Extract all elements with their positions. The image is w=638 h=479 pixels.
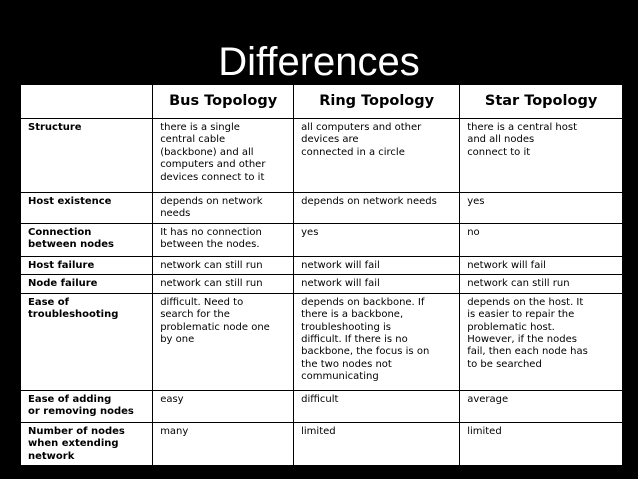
slide-title: Differences: [218, 40, 420, 84]
row-label: Ease of adding or removing nodes: [21, 390, 153, 422]
ring-cell: depends on network needs: [294, 193, 460, 224]
bus-cell: there is a single central cable (backbone) and all computers and other devices connect to it: [153, 119, 294, 193]
star-cell: yes: [460, 193, 623, 224]
ring-cell: all computers and other devices are connected in a circle: [294, 119, 460, 193]
bus-cell: depends on network needs: [153, 193, 294, 224]
table-row: [21, 193, 623, 224]
table-row: [21, 224, 623, 257]
ring-cell: difficult: [294, 390, 460, 422]
star-cell: limited: [460, 422, 623, 465]
table-row: [21, 119, 623, 193]
bus-cell: many: [153, 422, 294, 465]
row-label: Connection between nodes: [21, 224, 153, 257]
bus-cell: easy: [153, 390, 294, 422]
comparison-table: [20, 84, 623, 466]
table-row: [21, 422, 623, 465]
ring-cell: network will fail: [294, 275, 460, 293]
table-row: [21, 293, 623, 390]
header-star: Star Topology: [460, 85, 623, 119]
ring-cell: limited: [294, 422, 460, 465]
star-cell: average: [460, 390, 623, 422]
table-row: [21, 257, 623, 275]
header-row: [21, 85, 623, 119]
star-cell: there is a central host and all nodes connect to it: [460, 119, 623, 193]
star-cell: network can still run: [460, 275, 623, 293]
row-label: Ease of troubleshooting: [21, 293, 153, 390]
ring-cell: yes: [294, 224, 460, 257]
star-cell: network will fail: [460, 257, 623, 275]
table-row: [21, 390, 623, 422]
bus-cell: It has no connection between the nodes.: [153, 224, 294, 257]
ring-cell: network will fail: [294, 257, 460, 275]
bus-cell: network can still run: [153, 275, 294, 293]
header-ring: Ring Topology: [294, 85, 460, 119]
header-bus: Bus Topology: [153, 85, 294, 119]
header-empty: [21, 85, 153, 119]
star-cell: no: [460, 224, 623, 257]
table-row: [21, 275, 623, 293]
ring-cell: depends on backbone. If there is a backbone, troubleshooting is difficult. If there is no backbone, the focus is on the two nodes not communicating: [294, 293, 460, 390]
star-cell: depends on the host. It is easier to repair the problematic host. However, if the nodes fail, then each node has to be searched: [460, 293, 623, 390]
bus-cell: network can still run: [153, 257, 294, 275]
row-label: Structure: [21, 119, 153, 193]
row-label: Host failure: [21, 257, 153, 275]
row-label: Node failure: [21, 275, 153, 293]
row-label: Host existence: [21, 193, 153, 224]
bus-cell: difficult. Need to search for the problematic node one by one: [153, 293, 294, 390]
row-label: Number of nodes when extending network: [21, 422, 153, 465]
